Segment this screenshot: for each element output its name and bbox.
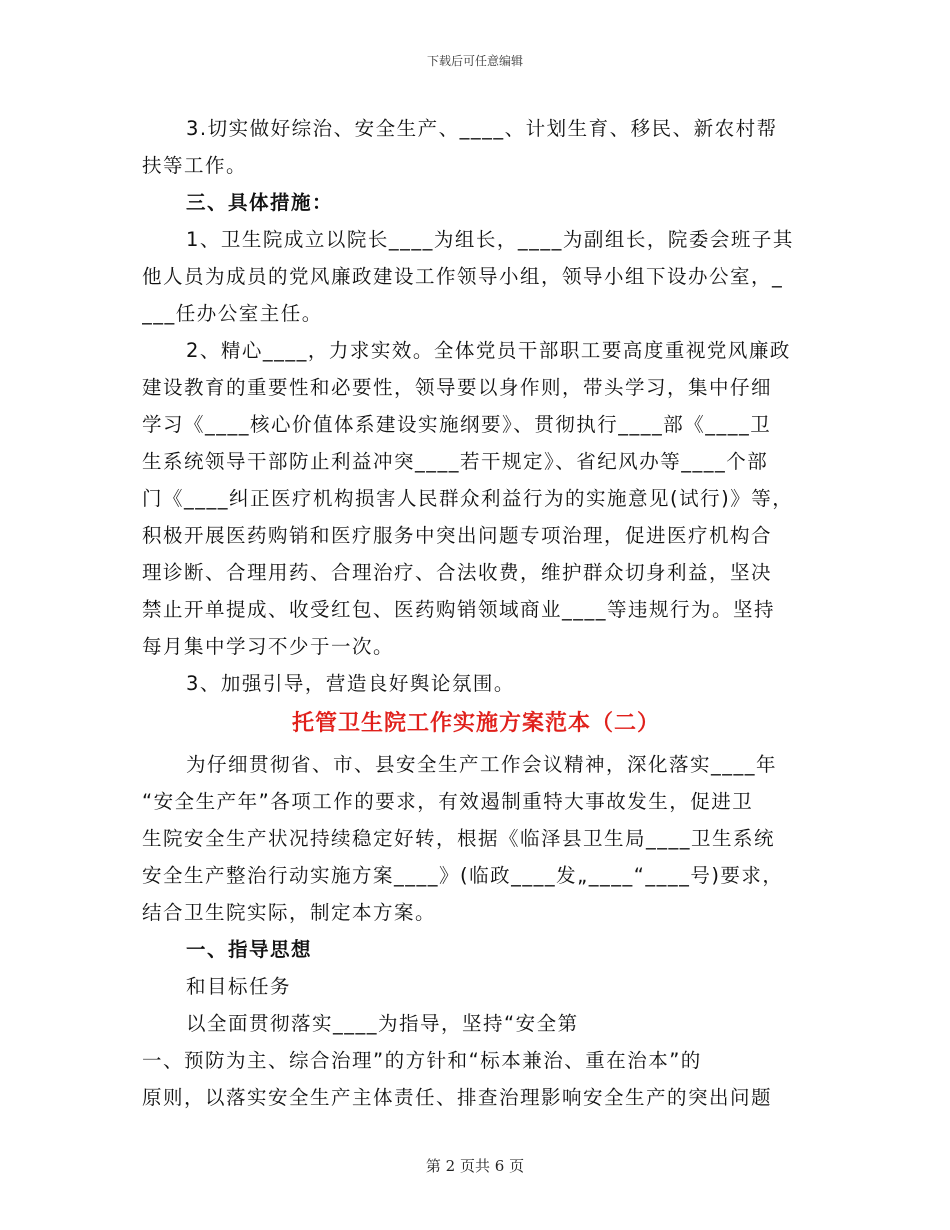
paragraph-line: 1、卫生院成立以院长____为组长，____为副组长，院委会班子其 xyxy=(186,228,794,251)
paragraph-line: “安全生产年”各项工作的要求，有效遏制重特大事故发生，促进卫 xyxy=(142,790,754,813)
document-title: 托管卫生院工作实施方案范本（二） xyxy=(291,711,660,736)
paragraph-line: 理诊断、合理用药、合理治疗、合法收费，维护群众切身利益，坚决 xyxy=(142,561,773,584)
section-heading: 一、指导思想 xyxy=(186,938,313,961)
paragraph-line: 2、精心____，力求实效。全体党员干部职工要高度重视党风廉政 xyxy=(186,339,791,362)
paragraph-line: 原则，以落实安全生产主体责任、排查治理影响安全生产的突出问题 xyxy=(142,1086,773,1109)
paragraph-line: 生系统领导干部防止利益冲突____若干规定》、省纪风办等____个部 xyxy=(142,450,769,473)
document-body xyxy=(142,110,810,1116)
section-heading: 三、具体措施： xyxy=(186,191,334,214)
paragraph-line: 和目标任务 xyxy=(186,975,292,998)
paragraph-line: 一、预防为主、综合治理”的方针和“标本兼治、重在治本”的 xyxy=(142,1049,702,1072)
paragraph-line: 结合卫生院实际，制定本方案。 xyxy=(142,901,437,924)
page-header: 下载后可任意编辑 xyxy=(426,54,523,68)
paragraph-line: 扶等工作。 xyxy=(142,154,248,177)
paragraph-line: 安全生产整治行动实施方案____》(临政____发„____“____号)要求， xyxy=(142,864,784,887)
paragraph-line: 禁止开单提成、收受红包、医药购销领域商业____等违规行为。坚持 xyxy=(142,598,776,621)
paragraph-line: 建设教育的重要性和必要性，领导要以身作则，带头学习，集中仔细 xyxy=(142,376,773,399)
paragraph-line: 他人员为成员的党风廉政建设工作领导小组，领导小组下设办公室，_ xyxy=(142,265,784,288)
paragraph-line: 学习《____核心价值体系建设实施纲要》、贯彻执行____部《____卫 xyxy=(142,413,772,436)
paragraph-line: 3、加强引导，营造良好舆论氛围。 xyxy=(186,672,515,695)
paragraph-line: 门《____纠正医疗机构损害人民群众利益行为的实施意见(试行)》等， xyxy=(142,487,794,510)
paragraph-line: 以全面贯彻落实____为指导，坚持“安全第 xyxy=(186,1012,579,1035)
paragraph-line: ___任办公室主任。 xyxy=(142,302,323,325)
paragraph-line: 生院安全生产状况持续稳定好转，根据《临泽县卫生局____卫生系统 xyxy=(142,827,776,850)
paragraph-line: 每月集中学习不少于一次。 xyxy=(142,635,395,658)
paragraph-line: 3.切实做好综治、安全生产、____、计划生育、移民、新农村帮 xyxy=(186,117,778,140)
page-footer: 第 2 页共 6 页 xyxy=(425,1157,525,1175)
paragraph-line: 为仔细贯彻省、市、县安全生产工作会议精神，深化落实____年 xyxy=(186,753,778,776)
paragraph-line: 积极开展医药购销和医疗服务中突出问题专项治理，促进医疗机构合 xyxy=(142,524,773,547)
